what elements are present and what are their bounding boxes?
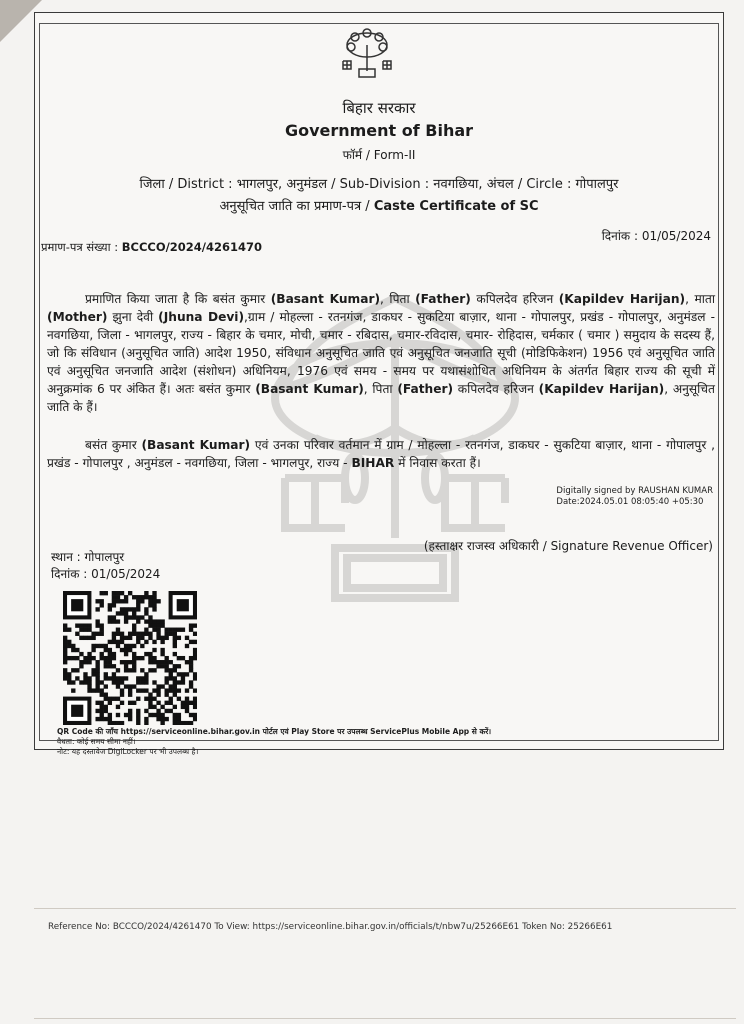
validity-note: वैधता: कोई समय सीमा नहीं। bbox=[57, 737, 136, 746]
circle-value: गोपालपुर bbox=[575, 177, 619, 192]
state-name-en: BIHAR bbox=[351, 456, 395, 470]
residence-paragraph bbox=[47, 436, 715, 472]
certificate-number: BCCCO/2024/4261470 bbox=[121, 240, 263, 254]
certificate-title-hindi: अनुसूचित जाति का प्रमाण-पत्र / bbox=[219, 199, 370, 214]
separator-line bbox=[34, 908, 736, 909]
certificate-title-english: Caste Certificate of SC bbox=[373, 199, 539, 214]
certificate-number-label: प्रमाण-पत्र संख्या : bbox=[41, 240, 119, 254]
location-line bbox=[35, 174, 723, 192]
p2-text: एवं उनका परिवार वर्तमान में ग्राम / मोहल्ला - रतनगंज, डाकघर - सुकटिया बाज़ार, थाना - गोपालपुर , प्रखंड - गोपालपुर , अनुमंडल - नवगछिया, जिला - भागलपुर, राज्य - bbox=[47, 438, 715, 470]
p1-text: झुना देवी bbox=[107, 310, 159, 324]
applicant-name-en: (Basant Kumar) bbox=[255, 382, 364, 396]
qr-code-icon[interactable] bbox=[63, 591, 197, 725]
certificate-body-paragraph bbox=[47, 290, 715, 416]
qr-verification-note: QR Code की जाँच https://serviceonline.bihar.gov.in पोर्टल एवं Play Store पर उपलब्ध ServicePlus Mobile App से करें। bbox=[57, 727, 492, 736]
p1-text: प्रमाणित किया जाता है कि बसंत कुमार bbox=[85, 292, 271, 306]
signature-title: (हस्ताक्षर राजस्व अधिकारी / Signature Revenue Officer) bbox=[423, 539, 713, 553]
p1-text: , पिता bbox=[380, 292, 416, 306]
applicant-name-en: (Basant Kumar) bbox=[270, 292, 381, 306]
footnotes bbox=[57, 727, 491, 757]
p1-text: , अनुसूचित जाति के हैं। bbox=[47, 382, 715, 414]
issue-date-top: दिनांक : 01/05/2024 bbox=[601, 229, 711, 243]
p1-text: कपिलदेव हरिजन bbox=[470, 292, 559, 306]
father-label: (Father) bbox=[415, 292, 471, 306]
mother-name-en: (Jhuna Devi) bbox=[158, 310, 245, 324]
digital-signature-signer: Digitally signed by RAUSHAN KUMAR bbox=[556, 486, 713, 496]
issue-date-bottom: दिनांक : 01/05/2024 bbox=[51, 567, 161, 581]
p1-text: कपिलदेव हरिजन bbox=[453, 382, 539, 396]
father-label: (Father) bbox=[397, 382, 454, 396]
form-label: फॉर्म / Form-II bbox=[342, 148, 416, 162]
subdivision-label: अनुमंडल / Sub-Division : bbox=[286, 177, 430, 192]
place-date-block bbox=[51, 549, 160, 583]
father-name-en: (Kapildev Harijan) bbox=[538, 382, 665, 396]
certificate-title bbox=[35, 196, 723, 214]
p1-text: ,ग्राम / मोहल्ला - रतनगंज, डाकघर - सुकटिया बाज़ार, थाना - गोपालपुर, प्रखंड - गोपालपुर, अनुमंडल - नवगछिया, जिला - भागलपुर, राज्य - बिहार के चमार, मोची, चमार - रबिदास, चमार-रविदास, चमार- रोहिदास, चर्मकार ( चमार ) समुदाय के सदस्य हैं, जो कि संविधान (अनुसूचित जाति) आदेश 1950, संविधान अनुसूचित जाति एवं अनुसूचित जनजाति सूची (मोडिफिकेशन) 1956 एवं अनुसूचित जाति एवं अनुसूचित जनजाति आदेश (संशोधन) अधिनियम, 1976 एवं समय - समय पर यथासंशोधित अधिनियम के अंतर्गत बिहार राज्य की सूची में अनुक्रमांक 6 पर अंकित हैं। अतः बसंत कुमार bbox=[47, 310, 715, 396]
p2-text: में निवास करता हैं। bbox=[394, 456, 481, 470]
certificate-number-row bbox=[41, 240, 262, 255]
reference-line: Reference No: BCCCO/2024/4261470 To View: https://serviceonline.bihar.gov.in/officials/t/nbw7u/25266E61 Token No: 25266E61 bbox=[48, 922, 613, 932]
father-name-en: (Kapildev Harijan) bbox=[558, 292, 686, 306]
p1-text: , माता bbox=[685, 292, 715, 306]
digital-signature bbox=[556, 486, 713, 508]
subdivision-value: नवगछिया, bbox=[433, 177, 483, 192]
certificate-frame bbox=[34, 12, 724, 756]
separator-line bbox=[34, 1018, 736, 1019]
p2-text: बसंत कुमार bbox=[85, 438, 142, 452]
header-hindi: बिहार सरकार bbox=[342, 99, 416, 117]
district-label: जिला / District : bbox=[139, 177, 233, 192]
digilocker-note: नोट: यह दस्तावेज DigiLocker पर भी उपलब्ध है। bbox=[57, 747, 199, 756]
place-value: स्थान : गोपालपुर bbox=[51, 550, 125, 564]
p1-text: , पिता bbox=[363, 382, 398, 396]
mother-label: (Mother) bbox=[47, 310, 108, 324]
bihar-emblem-icon bbox=[335, 27, 399, 89]
circle-label: अंचल / Circle : bbox=[486, 177, 572, 192]
digital-signature-date: Date:2024.05.01 08:05:40 +05:30 bbox=[556, 497, 704, 507]
district-value: भागलपुर, bbox=[236, 177, 283, 192]
applicant-name-en: (Basant Kumar) bbox=[141, 438, 251, 452]
header-english: Government of Bihar bbox=[284, 121, 474, 140]
